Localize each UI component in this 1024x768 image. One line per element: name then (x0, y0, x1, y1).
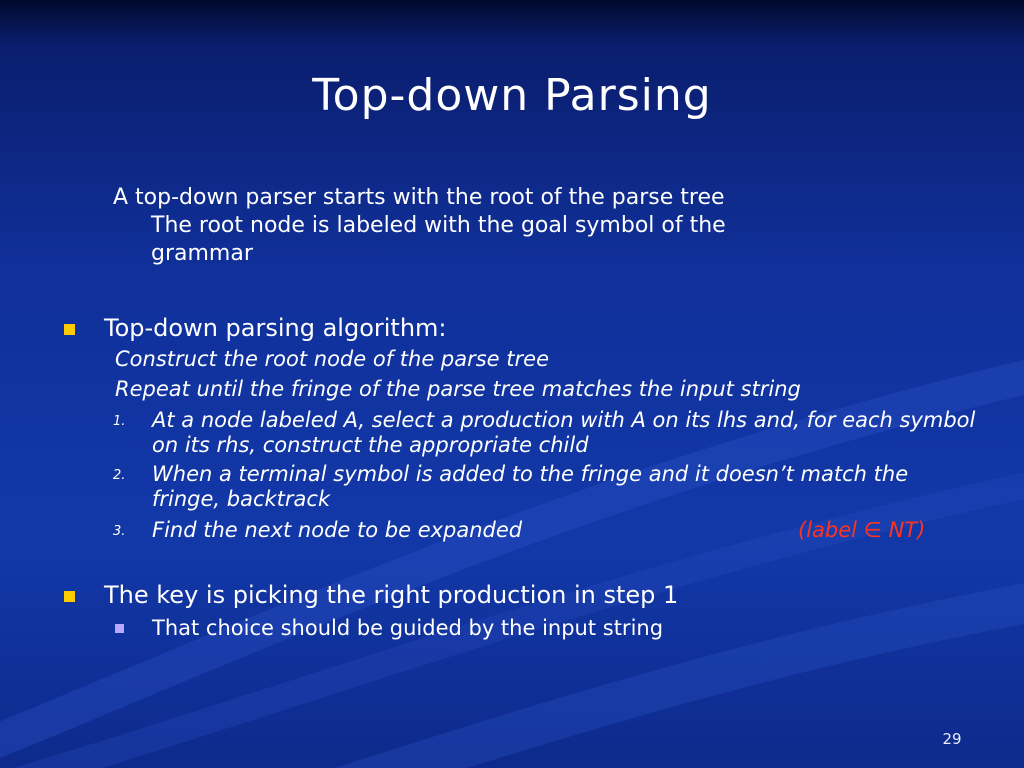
intro-text (113, 184, 873, 268)
step-number-3: 3. (113, 524, 126, 539)
intro-line-3: grammar (151, 241, 253, 266)
page-number: 29 (942, 730, 962, 748)
bullet-algorithm-text: Top-down parsing algorithm: (104, 314, 447, 342)
step-text-1: At a node labeled A, select a production with A on its lhs and, for each symbol on its rhs, construct the appropriate child (152, 408, 976, 457)
algorithm-line-repeat: Repeat until the fringe of the parse tree matches the input string (115, 377, 801, 401)
step-text-3: Find the next node to be expanded (152, 518, 523, 542)
bullet-square-icon (64, 591, 75, 602)
step-3-hint: (label ∈ NT) (798, 518, 926, 542)
bullet-key-text: The key is picking the right production in step 1 (104, 581, 679, 609)
intro-line-2: The root node is labeled with the goal symbol of the (151, 213, 726, 238)
step-text-2: When a terminal symbol is added to the fringe and it doesn’t match the fringe, backtrack (152, 462, 909, 511)
intro-line-1: A top-down parser starts with the root of the parse tree (113, 185, 725, 210)
algorithm-line-construct: Construct the root node of the parse tree (115, 347, 549, 371)
bullet-key-sub: That choice should be guided by the input string (152, 616, 664, 640)
slide-title: Top-down Parsing (312, 70, 712, 121)
bullet-square-icon (64, 324, 75, 335)
step-number-1: 1. (113, 414, 126, 429)
step-number-2: 2. (113, 468, 126, 483)
sub-bullet-square-icon (115, 624, 124, 633)
